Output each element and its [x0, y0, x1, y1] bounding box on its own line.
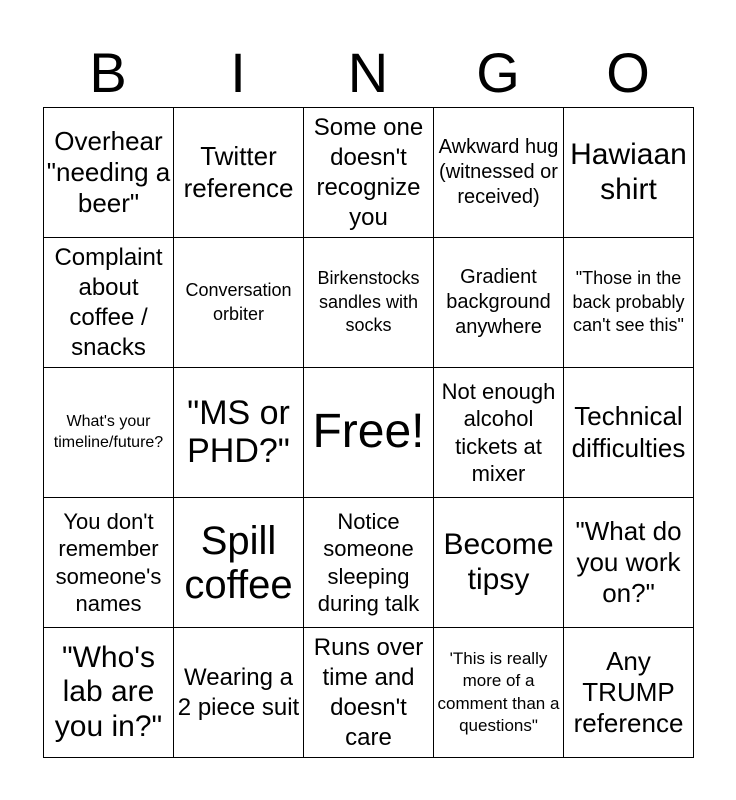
bingo-cell[interactable]	[174, 108, 304, 238]
cell-text: Conversation orbiter	[185, 280, 292, 324]
bingo-cell[interactable]	[434, 368, 564, 498]
bingo-cell[interactable]	[564, 628, 694, 758]
cell-text: Birkenstocks sandles with socks	[317, 268, 420, 336]
cell-text: Hawiaan shirt	[570, 138, 687, 206]
cell-text: Complaint about coffee / snacks	[54, 243, 163, 361]
cell-text: Gradient background anywhere	[446, 266, 551, 338]
header-letter-i: I	[230, 41, 246, 104]
bingo-header	[43, 38, 693, 108]
cell-text: Awkward hug (witnessed or received)	[438, 136, 559, 208]
bingo-cell[interactable]	[44, 498, 174, 628]
bingo-cell[interactable]	[564, 498, 694, 628]
bingo-cell[interactable]	[564, 238, 694, 368]
bingo-cell[interactable]	[304, 108, 434, 238]
bingo-cell[interactable]	[174, 238, 304, 368]
bingo-cell[interactable]	[44, 368, 174, 498]
cell-text: Any TRUMP reference	[573, 645, 684, 739]
bingo-cell[interactable]	[174, 628, 304, 758]
cell-text: You don't remember someone's names	[55, 508, 162, 616]
bingo-cell[interactable]	[564, 368, 694, 498]
cell-text: Become tipsy	[443, 528, 554, 596]
bingo-cell[interactable]	[564, 108, 694, 238]
cell-text: Spill coffee	[184, 518, 293, 607]
bingo-cell[interactable]	[434, 498, 564, 628]
header-letter-n: N	[347, 41, 389, 104]
cell-text: Not enough alcohol tickets at mixer	[441, 378, 556, 486]
bingo-cell[interactable]	[174, 498, 304, 628]
cell-text: What's your timeline/future?	[53, 412, 164, 451]
bingo-board	[43, 107, 694, 758]
bingo-cell[interactable]	[304, 498, 434, 628]
header-letter-o: O	[606, 41, 650, 104]
cell-text: Technical difficulties	[571, 401, 686, 463]
cell-text: "MS or PHD?"	[187, 394, 290, 470]
bingo-cell[interactable]	[304, 238, 434, 368]
cell-text: Wearing a 2 piece suit	[177, 663, 300, 721]
cell-text: Free!	[312, 405, 425, 459]
cell-text: "Who's lab are you in?"	[54, 640, 163, 743]
header-letter-b: B	[89, 41, 127, 104]
cell-text: 'This is really more of a comment than a questions"	[437, 649, 560, 735]
bingo-cell[interactable]	[44, 108, 174, 238]
bingo-cell[interactable]	[44, 628, 174, 758]
bingo-cell[interactable]	[174, 368, 304, 498]
bingo-cell[interactable]	[434, 238, 564, 368]
bingo-cell[interactable]	[434, 628, 564, 758]
cell-text: Runs over time and doesn't care	[313, 633, 424, 751]
cell-text: "Those in the back probably can't see this"	[572, 268, 685, 336]
bingo-cell[interactable]	[304, 368, 434, 498]
cell-text: "What do you work on?"	[575, 515, 682, 609]
cell-text: Twitter reference	[183, 141, 294, 203]
header-letter-g: G	[476, 41, 520, 104]
bingo-cell[interactable]	[434, 108, 564, 238]
cell-text: Some one doesn't recognize you	[313, 113, 424, 231]
bingo-cell[interactable]	[304, 628, 434, 758]
cell-text: Notice someone sleeping during talk	[317, 508, 420, 616]
bingo-cell[interactable]	[44, 238, 174, 368]
cell-text: Overhear "needing a beer"	[46, 125, 171, 219]
